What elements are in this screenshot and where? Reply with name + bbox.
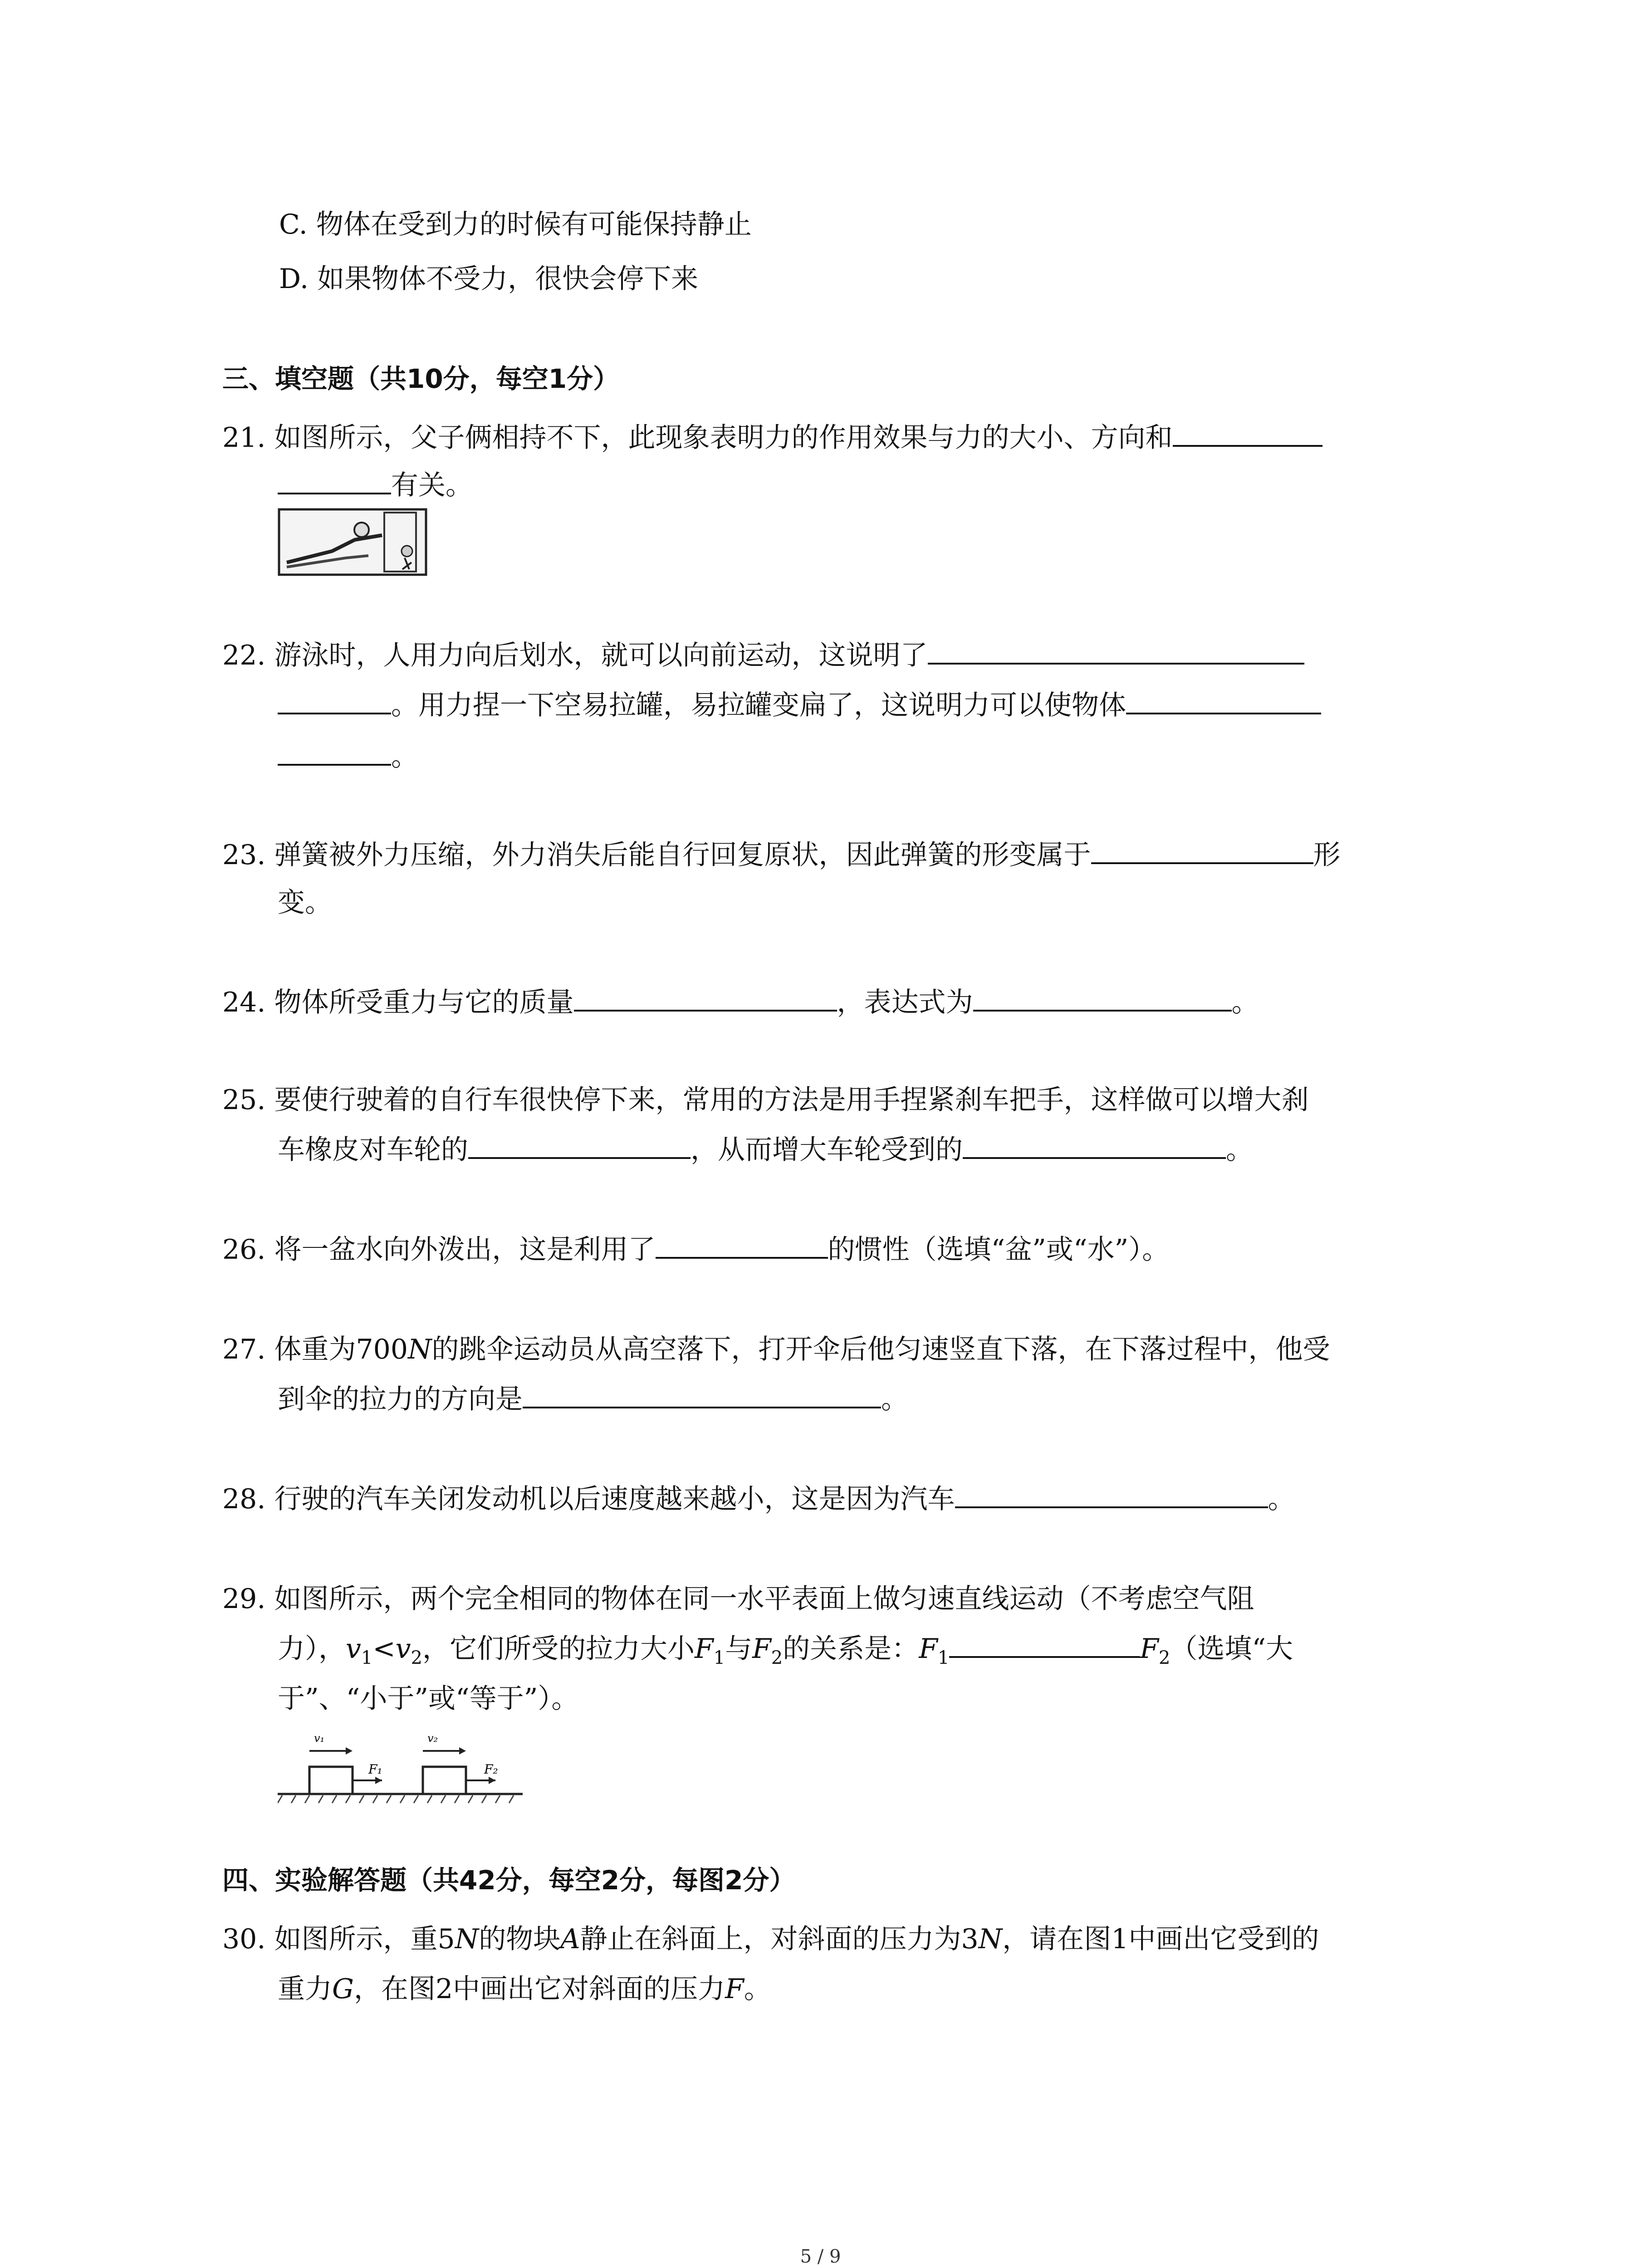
q30-fig-2: 2	[435, 1973, 453, 2005]
q30-unit-n: N	[978, 1923, 1003, 1955]
q24-blank-1[interactable]	[574, 984, 837, 1012]
question-22-line-1	[222, 637, 1304, 674]
q30-text-1b: 的物块	[479, 1923, 561, 1955]
q25-text-2b: ，从而增大车轮受到的	[691, 1134, 963, 1166]
section-3-heading: 三、填空题（共10分，每空1分）	[222, 363, 620, 394]
q28-text-a: 28. 行驶的汽车关闭发动机以后速度越来越小，这是因为汽车	[222, 1483, 955, 1515]
q27-weight-unit: N	[408, 1334, 432, 1365]
q21-text-2: 有关。	[391, 469, 473, 501]
q30-gravity-symbol: G	[332, 1973, 354, 2005]
question-30-line-2	[278, 1971, 771, 2007]
q25-blank-2[interactable]	[963, 1132, 1226, 1159]
q24-blank-2[interactable]	[973, 984, 1232, 1012]
question-27-line-1	[222, 1331, 1330, 1368]
q29-f-symbol: F	[919, 1633, 938, 1665]
q27-weight-number: 700	[356, 1334, 408, 1365]
q29-text-2c: 的关系是：	[783, 1633, 919, 1665]
q25-text-1: 25. 要使行驶着的自行车很快停下来，常用的方法是用手捏紧刹车把手，这样做可以增大刹	[222, 1084, 1309, 1116]
q30-text-1e: 中画出它受到的	[1128, 1923, 1319, 1955]
q23-text-2: 变。	[278, 887, 332, 919]
q21-blank[interactable]	[1173, 420, 1323, 447]
question-23-line-1	[222, 837, 1341, 873]
option-c-text: C. 物体在受到力的时候有可能保持静止	[279, 209, 752, 240]
question-29-line-3	[278, 1681, 578, 1717]
q22-text-3: 。	[391, 741, 418, 772]
q28-text-b: 。	[1268, 1483, 1295, 1515]
q23-text-1b: 形	[1313, 839, 1341, 871]
q26-text-b: 的惯性（选填“盆”或“水”）。	[828, 1234, 1170, 1266]
section-4-heading: 四、实验解答题（共42分，每空2分，每图2分）	[222, 1865, 796, 1896]
q30-unit-n: N	[455, 1923, 479, 1955]
question-27-line-2	[278, 1381, 908, 1418]
q27-blank[interactable]	[523, 1381, 881, 1408]
q30-force-symbol: F	[725, 1973, 744, 2005]
fig-v1-label: v₁	[314, 1732, 325, 1745]
q24-text-b: ，表达式为	[837, 987, 973, 1018]
q29-blank[interactable]	[949, 1631, 1140, 1658]
q29-sub-2: 2	[411, 1647, 422, 1668]
q29-text-3: 于”、“小于”或“等于”）。	[278, 1683, 579, 1715]
q29-sub-1: 1	[361, 1647, 373, 1668]
q30-text-2c: 中画出它对斜面的压力	[453, 1973, 725, 2005]
fig-f1-label: F₁	[368, 1762, 382, 1777]
question-22-line-3	[278, 738, 418, 775]
q29-sub-2: 2	[1158, 1647, 1171, 1668]
fig-v2-label: v₂	[427, 1732, 438, 1745]
q30-text-2a: 重力	[278, 1973, 332, 2005]
q29-blocks-figure	[278, 1724, 523, 1805]
q30-text-1d: ，请在图	[1002, 1923, 1112, 1955]
q22-text-1: 22. 游泳时，人用力向后划水，就可以向前运动，这说明了	[222, 640, 928, 671]
question-22-line-2	[278, 687, 1321, 723]
question-21-line-2	[278, 467, 473, 503]
q27-text-1a: 27. 体重为	[222, 1334, 356, 1365]
question-30-line-1	[222, 1921, 1319, 1957]
q29-sub-1: 1	[713, 1647, 725, 1668]
fig-f2-label: F₂	[484, 1762, 498, 1777]
q30-text-2d: 。	[744, 1973, 771, 2005]
q21-text-1: 21. 如图所示，父子俩相持不下，此现象表明力的作用效果与力的大小、方向和	[222, 422, 1173, 454]
q29-and: 与	[725, 1633, 753, 1665]
q29-f-symbol: F	[695, 1633, 714, 1665]
q21-blank-cont[interactable]	[278, 467, 391, 494]
option-c	[279, 206, 752, 243]
question-21-line-1	[222, 420, 1323, 456]
q27-text-2a: 到伞的拉力的方向是	[278, 1383, 523, 1415]
q30-weight-number: 5	[437, 1923, 455, 1955]
q29-f-symbol: F	[752, 1633, 771, 1665]
q29-text-2d: （选填“大	[1170, 1633, 1293, 1665]
q24-text-c: 。	[1231, 987, 1259, 1018]
q29-v-symbol: v	[346, 1633, 361, 1665]
q30-pressure-number: 3	[961, 1923, 979, 1955]
q22-text-2: 。用力捏一下空易拉罐，易拉罐变扁了，这说明力可以使物体	[391, 689, 1126, 721]
q29-text-2b: ，它们所受的拉力大小	[422, 1633, 695, 1665]
question-29-line-1	[222, 1581, 1254, 1617]
q29-f-symbol: F	[1140, 1633, 1159, 1665]
q23-text-1: 23. 弹簧被外力压缩，外力消失后能自行回复原状，因此弹簧的形变属于	[222, 839, 1091, 871]
q27-text-1b: 的跳伞运动员从高空落下，打开伞后他匀速竖直下落，在下落过程中，他受	[431, 1334, 1330, 1365]
question-24	[222, 984, 1259, 1021]
q25-blank-1[interactable]	[468, 1132, 691, 1159]
question-25-line-1	[222, 1082, 1309, 1118]
q29-text-1: 29. 如图所示，两个完全相同的物体在同一水平表面上做匀速直线运动（不考虑空气阻	[222, 1583, 1254, 1615]
q22-blank-1-cont[interactable]	[278, 687, 391, 714]
option-d	[279, 261, 698, 297]
q30-text-2b: ，在图	[353, 1973, 436, 2005]
question-28	[222, 1481, 1295, 1517]
q23-blank[interactable]	[1091, 837, 1313, 864]
q22-blank-2[interactable]	[1126, 687, 1321, 714]
q22-blank-1[interactable]	[928, 637, 1304, 665]
q30-text-1a: 30. 如图所示，重	[222, 1923, 438, 1955]
q21-tug-figure	[278, 508, 427, 576]
q28-blank[interactable]	[955, 1481, 1268, 1508]
q26-blank[interactable]	[656, 1232, 828, 1259]
question-26	[222, 1232, 1169, 1268]
q29-sub-2: 2	[771, 1647, 783, 1668]
question-25-line-2	[278, 1132, 1253, 1168]
q24-text-a: 24. 物体所受重力与它的质量	[222, 987, 574, 1018]
q25-text-2a: 车橡皮对车轮的	[278, 1134, 468, 1166]
q30-text-1c: 静止在斜面上，对斜面的压力为	[580, 1923, 961, 1955]
q26-text-a: 26. 将一盆水向外泼出，这是利用了	[222, 1234, 656, 1266]
q29-text-2a: 力），	[278, 1633, 346, 1665]
question-23-line-2	[278, 885, 332, 921]
q22-blank-2-cont[interactable]	[278, 738, 391, 766]
page-number: 5 / 9	[800, 2246, 841, 2267]
q30-fig-1: 1	[1111, 1923, 1129, 1955]
q29-sub-1: 1	[937, 1647, 950, 1668]
question-29-line-2	[278, 1631, 1293, 1676]
q29-v-symbol: v	[395, 1633, 411, 1665]
q30-block-a: A	[560, 1923, 580, 1955]
q25-text-2c: 。	[1226, 1134, 1253, 1166]
q29-less-than: <	[372, 1633, 396, 1665]
option-d-text: D. 如果物体不受力，很快会停下来	[279, 263, 699, 295]
q27-text-2b: 。	[881, 1383, 908, 1415]
